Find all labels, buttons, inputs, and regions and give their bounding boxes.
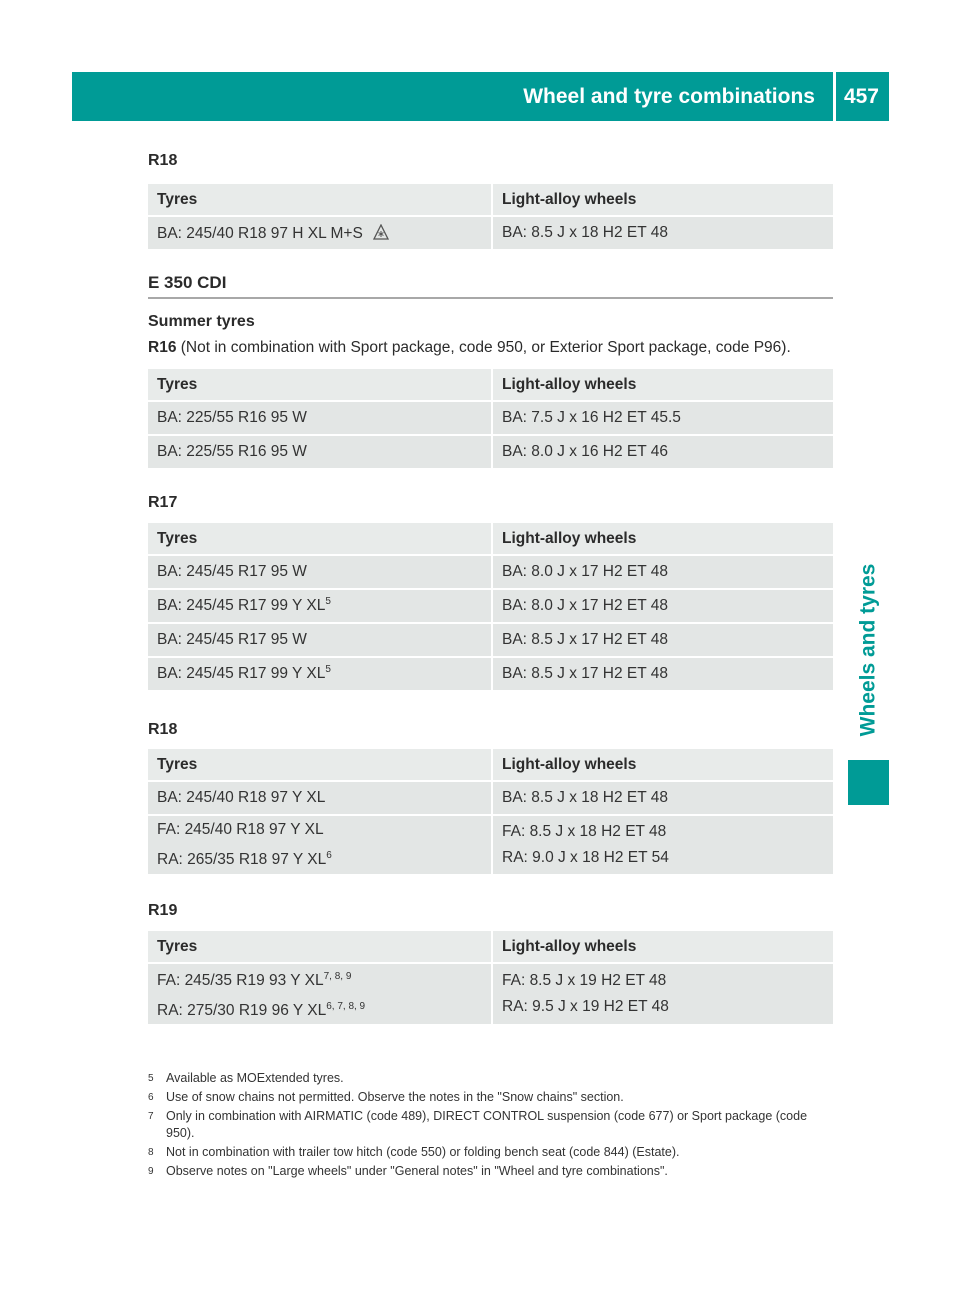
- tyre-cell: BA: 225/55 R16 95 W: [148, 402, 493, 434]
- footnote-number: 9: [148, 1166, 154, 1177]
- table-row: [148, 658, 833, 690]
- side-tab-block: [848, 760, 889, 805]
- footnote-text: Only in combination with AIRMATIC (code 489), DIRECT CONTROL suspension (code 677) or Sport package (code 950).: [166, 1109, 808, 1140]
- wheel-cell: BA: 8.0 J x 17 H2 ET 48: [493, 556, 833, 588]
- col-wheels-header: Light-alloy wheels: [493, 749, 833, 780]
- wheel-front: FA: 8.5 J x 18 H2 ET 48: [502, 823, 667, 840]
- side-tab-label: Wheels and tyres: [856, 563, 880, 737]
- footnote-text: Use of snow chains not permitted. Observe the notes in the "Snow chains" section.: [166, 1090, 624, 1104]
- r19-heading: R19: [148, 902, 178, 919]
- footnote-ref: 5: [325, 664, 331, 676]
- tyre-cell: BA: 245/45 R17 99 Y XL: [157, 665, 326, 683]
- tyre-cell: BA: 225/55 R16 95 W: [148, 436, 493, 468]
- footnote-text: Not in combination with trailer tow hitch (code 550) or folding bench seat (code 844) (Estate).: [166, 1145, 680, 1159]
- footnote: [148, 1070, 838, 1087]
- section-title-e350: E 350 CDI: [148, 273, 833, 299]
- wheel-cell: BA: 8.5 J x 17 H2 ET 48: [493, 624, 833, 656]
- side-tab: [848, 540, 889, 760]
- table-row: [148, 556, 833, 588]
- tyre-cell: BA: 245/40 R18 97 Y XL: [148, 782, 493, 814]
- r16-note-text: (Not in combination with Sport package, code 950, or Exterior Sport package, code P96).: [180, 339, 791, 356]
- col-wheels-header: Light-alloy wheels: [493, 931, 833, 962]
- table-row: [148, 782, 833, 814]
- summer-tyres-heading: Summer tyres: [148, 313, 255, 330]
- footnote: [148, 1108, 838, 1142]
- footnote-ref: 5: [325, 596, 331, 608]
- header-divider: [833, 72, 836, 121]
- footnote: [148, 1144, 838, 1161]
- footnote-ref: 7, 8, 9: [323, 971, 352, 982]
- table-row: [148, 590, 833, 622]
- col-tyres-header: Tyres: [148, 369, 493, 400]
- table-row: [148, 436, 833, 468]
- wheel-cell: BA: 7.5 J x 16 H2 ET 45.5: [493, 402, 833, 434]
- tyre-rear: RA: 265/35 R18 97 Y XL: [157, 851, 327, 869]
- col-tyres-header: Tyres: [148, 931, 493, 962]
- wheel-front: FA: 8.5 J x 19 H2 ET 48: [502, 972, 667, 990]
- footnote-ref: 6: [326, 849, 332, 861]
- wheel-cell: BA: 8.0 J x 17 H2 ET 48: [493, 590, 833, 622]
- r19-table: [148, 929, 833, 1026]
- footnote: [148, 1089, 838, 1106]
- wheel-cell: BA: 8.5 J x 18 H2 ET 48: [493, 217, 833, 249]
- tyre-cell: BA: 245/40 R18 97 H XL M+S: [157, 224, 363, 242]
- r18-table: [148, 747, 833, 876]
- wheel-cell: BA: 8.0 J x 16 H2 ET 46: [493, 436, 833, 468]
- footnote-number: 6: [148, 1092, 154, 1103]
- table-row: [148, 217, 833, 249]
- snowflake-mountain-icon: [373, 224, 389, 240]
- r17-heading: R17: [148, 494, 178, 511]
- footnote-number: 5: [148, 1073, 154, 1084]
- r18-heading: R18: [148, 721, 178, 738]
- footnote: [148, 1163, 838, 1180]
- footnotes: [148, 1070, 838, 1182]
- tyre-cell: BA: 245/45 R17 99 Y XL: [157, 597, 326, 615]
- r16-label: R16: [148, 339, 177, 356]
- col-wheels-header: Light-alloy wheels: [493, 523, 833, 554]
- wheel-cell: BA: 8.5 J x 17 H2 ET 48: [493, 658, 833, 690]
- page-number: 457: [843, 84, 879, 108]
- tyre-front: FA: 245/40 R18 97 Y XL: [157, 820, 324, 838]
- table-row: [148, 964, 833, 1024]
- top-r18-heading: R18: [148, 152, 178, 169]
- wheel-rear: RA: 9.5 J x 19 H2 ET 48: [502, 998, 669, 1016]
- header-title: Wheel and tyre combinations: [523, 84, 815, 108]
- top-r18-table: [148, 182, 833, 251]
- footnote-text: Observe notes on "Large wheels" under "General notes" in "Wheel and tyre combinations".: [166, 1164, 668, 1178]
- footnote-text: Available as MOExtended tyres.: [166, 1071, 344, 1085]
- header-bar: [72, 72, 889, 121]
- table-row: [148, 816, 833, 874]
- wheel-cell: BA: 8.5 J x 18 H2 ET 48: [493, 782, 833, 814]
- tyre-rear: RA: 275/30 R19 96 Y XL: [157, 1002, 327, 1020]
- r16-table: [148, 367, 833, 470]
- col-tyres-header: Tyres: [148, 184, 493, 215]
- col-tyres-header: Tyres: [148, 749, 493, 780]
- r17-table: [148, 521, 833, 692]
- col-wheels-header: Light-alloy wheels: [493, 369, 833, 400]
- table-row: [148, 624, 833, 656]
- tyre-cell: BA: 245/45 R17 95 W: [157, 631, 307, 648]
- tyre-cell: BA: 245/45 R17 95 W: [157, 563, 307, 580]
- footnote-number: 7: [148, 1111, 154, 1122]
- footnote-number: 8: [148, 1147, 154, 1158]
- wheel-rear: RA: 9.0 J x 18 H2 ET 54: [502, 849, 669, 866]
- col-wheels-header: Light-alloy wheels: [493, 184, 833, 215]
- footnote-ref: 6, 7, 8, 9: [326, 1001, 366, 1013]
- table-row: [148, 402, 833, 434]
- col-tyres-header: Tyres: [148, 523, 493, 554]
- r16-note: [148, 339, 791, 357]
- tyre-front: FA: 245/35 R19 93 Y XL: [157, 972, 324, 990]
